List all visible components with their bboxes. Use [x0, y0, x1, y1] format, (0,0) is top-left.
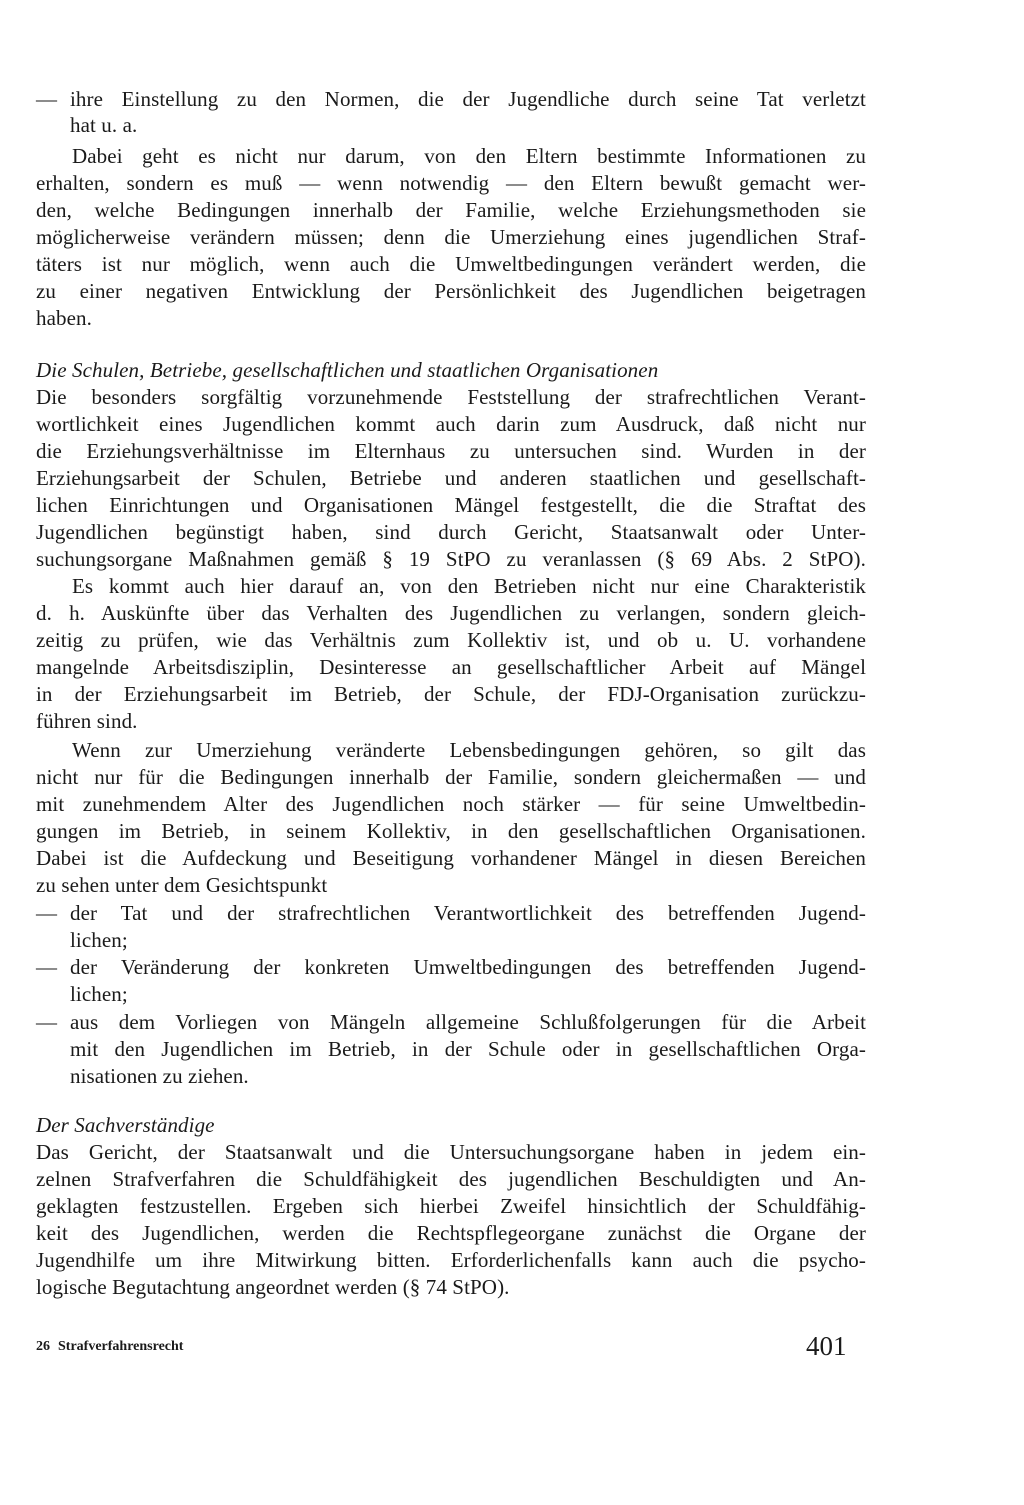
text-line: die Erziehungsverhältnisse im Elternhaus zu untersuchen sind. Wurden in der: [36, 439, 866, 463]
text-line: Die besonders sorgfältig vorzunehmende Feststellung der strafrechtlichen Verant-: [36, 385, 866, 409]
text-line: Dabei ist die Aufdeckung und Beseitigung vorhandener Mängel in diesen Bereichen: [36, 846, 866, 870]
text-line: in der Erziehungsarbeit im Betrieb, der Schule, der FDJ-Organisation zurückzu-: [36, 682, 866, 706]
section-heading: Die Schulen, Betriebe, gesellschaftlichen und staatlichen Organisationen: [36, 358, 659, 382]
text-line: lichen;: [70, 982, 128, 1006]
text-line: wortlichkeit eines Jugendlichen kommt auch darin zum Ausdruck, daß nicht nur: [36, 412, 866, 436]
list-dash: —: [36, 87, 57, 111]
text-line: aus dem Vorliegen von Mängeln allgemeine Schlußfolgerungen für die Arbeit: [70, 1010, 866, 1034]
list-dash: —: [36, 1010, 57, 1034]
text-line: Jugendhilfe um ihre Mitwirkung bitten. Erforderlichenfalls kann auch die psycho-: [36, 1248, 866, 1272]
text-line: hat u. a.: [70, 113, 138, 137]
text-line: logische Begutachtung angeordnet werden (§ 74 StPO).: [36, 1275, 510, 1299]
signature-mark: 26: [36, 1339, 50, 1354]
text-line: mit den Jugendlichen im Betrieb, in der Schule oder in gesellschaftlichen Orga-: [70, 1037, 866, 1061]
text-line: erhalten, sondern es muß — wenn notwendig — den Eltern bewußt gemacht wer-: [36, 171, 866, 195]
text-line: keit des Jugendlichen, werden die Rechtspflegeorgane zunächst die Organe der: [36, 1221, 866, 1245]
text-line: der Veränderung der konkreten Umweltbedingungen des betreffenden Jugend-: [70, 955, 866, 979]
list-dash: —: [36, 901, 57, 925]
text-line: mit zunehmendem Alter des Jugendlichen noch stärker — für seine Umweltbedin-: [36, 792, 866, 816]
text-line: ihre Einstellung zu den Normen, die der Jugendliche durch seine Tat verletzt: [70, 87, 866, 111]
text-line: zelnen Strafverfahren die Schuldfähigkeit des jugendlichen Beschuldigten und An-: [36, 1167, 866, 1191]
text-line: Es kommt auch hier darauf an, von den Betrieben nicht nur eine Charakteristik: [72, 574, 866, 598]
text-line: geklagten festzustellen. Ergeben sich hierbei Zweifel hinsichtlich der Schuldfähig-: [36, 1194, 866, 1218]
list-dash: —: [36, 955, 57, 979]
running-title: Strafverfahrensrecht: [58, 1339, 184, 1354]
text-line: der Tat und der strafrechtlichen Verantwortlichkeit des betreffenden Jugend-: [70, 901, 866, 925]
text-line: Dabei geht es nicht nur darum, von den Eltern bestimmte Informationen zu: [72, 144, 866, 168]
section-heading: Der Sachverständige: [36, 1113, 215, 1137]
text-line: zeitig zu prüfen, wie das Verhältnis zum Kollektiv ist, und ob u. U. vorhandene: [36, 628, 866, 652]
text-line: nisationen zu ziehen.: [70, 1064, 249, 1088]
text-line: Jugendlichen begünstigt haben, sind durch Gericht, Staatsanwalt oder Unter-: [36, 520, 866, 544]
text-line: möglicherweise verändern müssen; denn die Umerziehung eines jugendlichen Straf-: [36, 225, 866, 249]
text-line: lichen;: [70, 928, 128, 952]
text-line: führen sind.: [36, 709, 138, 733]
text-line: zu einer negativen Entwicklung der Persönlichkeit des Jugendlichen beigetragen: [36, 279, 866, 303]
text-line: Erziehungsarbeit der Schulen, Betriebe und anderen staatlichen und gesellschaft-: [36, 466, 866, 490]
text-line: Wenn zur Umerziehung veränderte Lebensbedingungen gehören, so gilt das: [72, 738, 866, 762]
text-line: täters ist nur möglich, wenn auch die Umweltbedingungen verändert werden, die: [36, 252, 866, 276]
text-line: nicht nur für die Bedingungen innerhalb der Familie, sondern gleichermaßen — und: [36, 765, 866, 789]
text-line: suchungsorgane Maßnahmen gemäß § 19 StPO zu veranlassen (§ 69 Abs. 2 StPO).: [36, 547, 866, 571]
text-line: gungen im Betrieb, in seinem Kollektiv, in den gesellschaftlichen Organisationen.: [36, 819, 866, 843]
text-line: mangelnde Arbeitsdisziplin, Desinteresse an gesellschaftlicher Arbeit auf Mängel: [36, 655, 866, 679]
page-number: 401: [806, 1331, 847, 1361]
footer-signature: [36, 1338, 183, 1356]
text-line: d. h. Auskünfte über das Verhalten des Jugendlichen zu verlangen, sondern gleich-: [36, 601, 866, 625]
text-line: Das Gericht, der Staatsanwalt und die Untersuchungsorgane haben in jedem ein-: [36, 1140, 866, 1164]
text-line: zu sehen unter dem Gesichtspunkt: [36, 873, 328, 897]
text-line: haben.: [36, 306, 92, 330]
text-line: den, welche Bedingungen innerhalb der Familie, welche Erziehungsmethoden sie: [36, 198, 866, 222]
text-line: lichen Einrichtungen und Organisationen Mängel festgestellt, die die Straftat des: [36, 493, 866, 517]
